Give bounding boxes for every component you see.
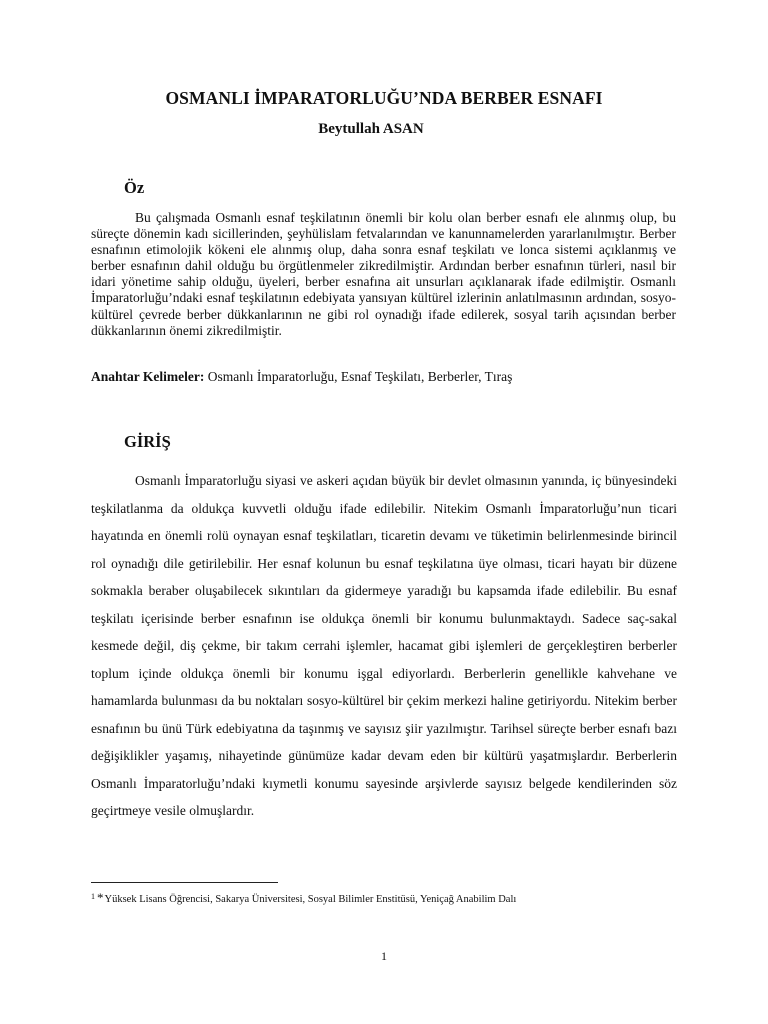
keywords-line bbox=[91, 369, 691, 385]
abstract-heading: Öz bbox=[124, 178, 145, 197]
page-number: 1 bbox=[381, 949, 387, 963]
keywords-list: Osmanlı İmparatorluğu, Esnaf Teşkilatı, Berberler, Tıraş bbox=[207, 369, 513, 384]
keywords-label: Anahtar Kelimeler: bbox=[91, 369, 205, 384]
footnote-number: 1 bbox=[91, 892, 95, 901]
paper-title: OSMANLI İMPARATORLUĞU’NDA BERBER ESNAFI bbox=[165, 88, 603, 108]
abstract-text: Bu çalışmada Osmanlı esnaf teşkilatının önemli bir kolu olan berber esnafı ele alınmış olup, bu süreçte dönemin kadı sicillerinden, şeyhülislam fetvalarından ve kanunnamelerden yararlanılmıştır. Berber esnafının etimolojik kökeni ele alınmış olup, daha sonra esnaf teşkilatı ve lonca sistemi açıklanmış ve berber esnafının dahil olduğu bu örgütlenmeler zikredilmiştir. Ardından berber esnafının türleri, nasıl bir idari yönetime sahip olduğu, üyeleri, berber esnafına ait unsurları açıklanarak ifade edilmiştir. Osmanlı İmparatorluğu’ndaki esnaf teşkilatının edebiyata yansıyan kültürel izlerinin anlatılmasının ardından, sosyo-kültürel çevrede berber dükkanlarının ne gibi rol oynadığı ifade edilerek, sosyal tarih açısından berber dükkanlarının önemi zikredilmiştir. bbox=[91, 210, 676, 338]
footnote bbox=[91, 890, 691, 906]
footnote-separator bbox=[91, 882, 278, 883]
footnote-text: Yüksek Lisans Öğrencisi, Sakarya Üniversitesi, Sosyal Bilimler Enstitüsü, Yeniçağ Anabilim Dalı bbox=[104, 894, 517, 905]
intro-paragraph: Osmanlı İmparatorluğu siyasi ve askeri açıdan büyük bir devlet olmasının yanında, iç bünyesindeki teşkilatlanma da oldukça kuvvetli olduğu ifade edilebilir. Nitekim Osmanlı İmparatorluğu’nun ticari hayatında en önemli rolü oynayan esnaf teşkilatları, ticaretin devamı ve tüketimin belirlenmesinde birincil rol oynadığı dile getirilebilir. Her esnaf kolunun bu esnaf teşkilatına üye olması, ticari hayatı bir düzene sokmakla beraber oluşabilecek sıkıntıları da gidermeye yaradığı bu kapsamda ifade edilebilir. Bu esnaf teşkilatı içerisinde berber esnafının ise oldukça önemli bir konumu bulunmaktaydı. Sadece saç-sakal kesmede değil, diş çekme, bir takım cerrahi işlemler, hacamat gibi işlemleri de gerçekleştiren berberler toplum içinde oldukça önemli bir konumu işgal ediyorlardı. Berberlerin genellikle kahvehane ve hamamlarda bulunması da bu noktaları sosyo-kültürel bir çekim merkezi haline getiriyordu. Nitekim berber esnafının bu ünü Türk edebiyatına da taşınmış ve sayısız şiir yazılmıştır. Tarihsel süreçte berber esnafı bazı değişiklikler yaşamış, nihayetinde günümüze kadar devam eden bir kültürü yaşatmışlardır. Berberlerin Osmanlı İmparatorluğu’ndaki kıymetli konumu sayesinde arşivlerde sayısız belgede kendilerinden söz geçirtmeye vesile olmuşlardır. bbox=[91, 473, 677, 818]
author-name: Beytullah ASAN bbox=[318, 121, 424, 137]
footnote-marker: * bbox=[97, 890, 104, 905]
intro-heading: GİRİŞ bbox=[124, 432, 171, 451]
